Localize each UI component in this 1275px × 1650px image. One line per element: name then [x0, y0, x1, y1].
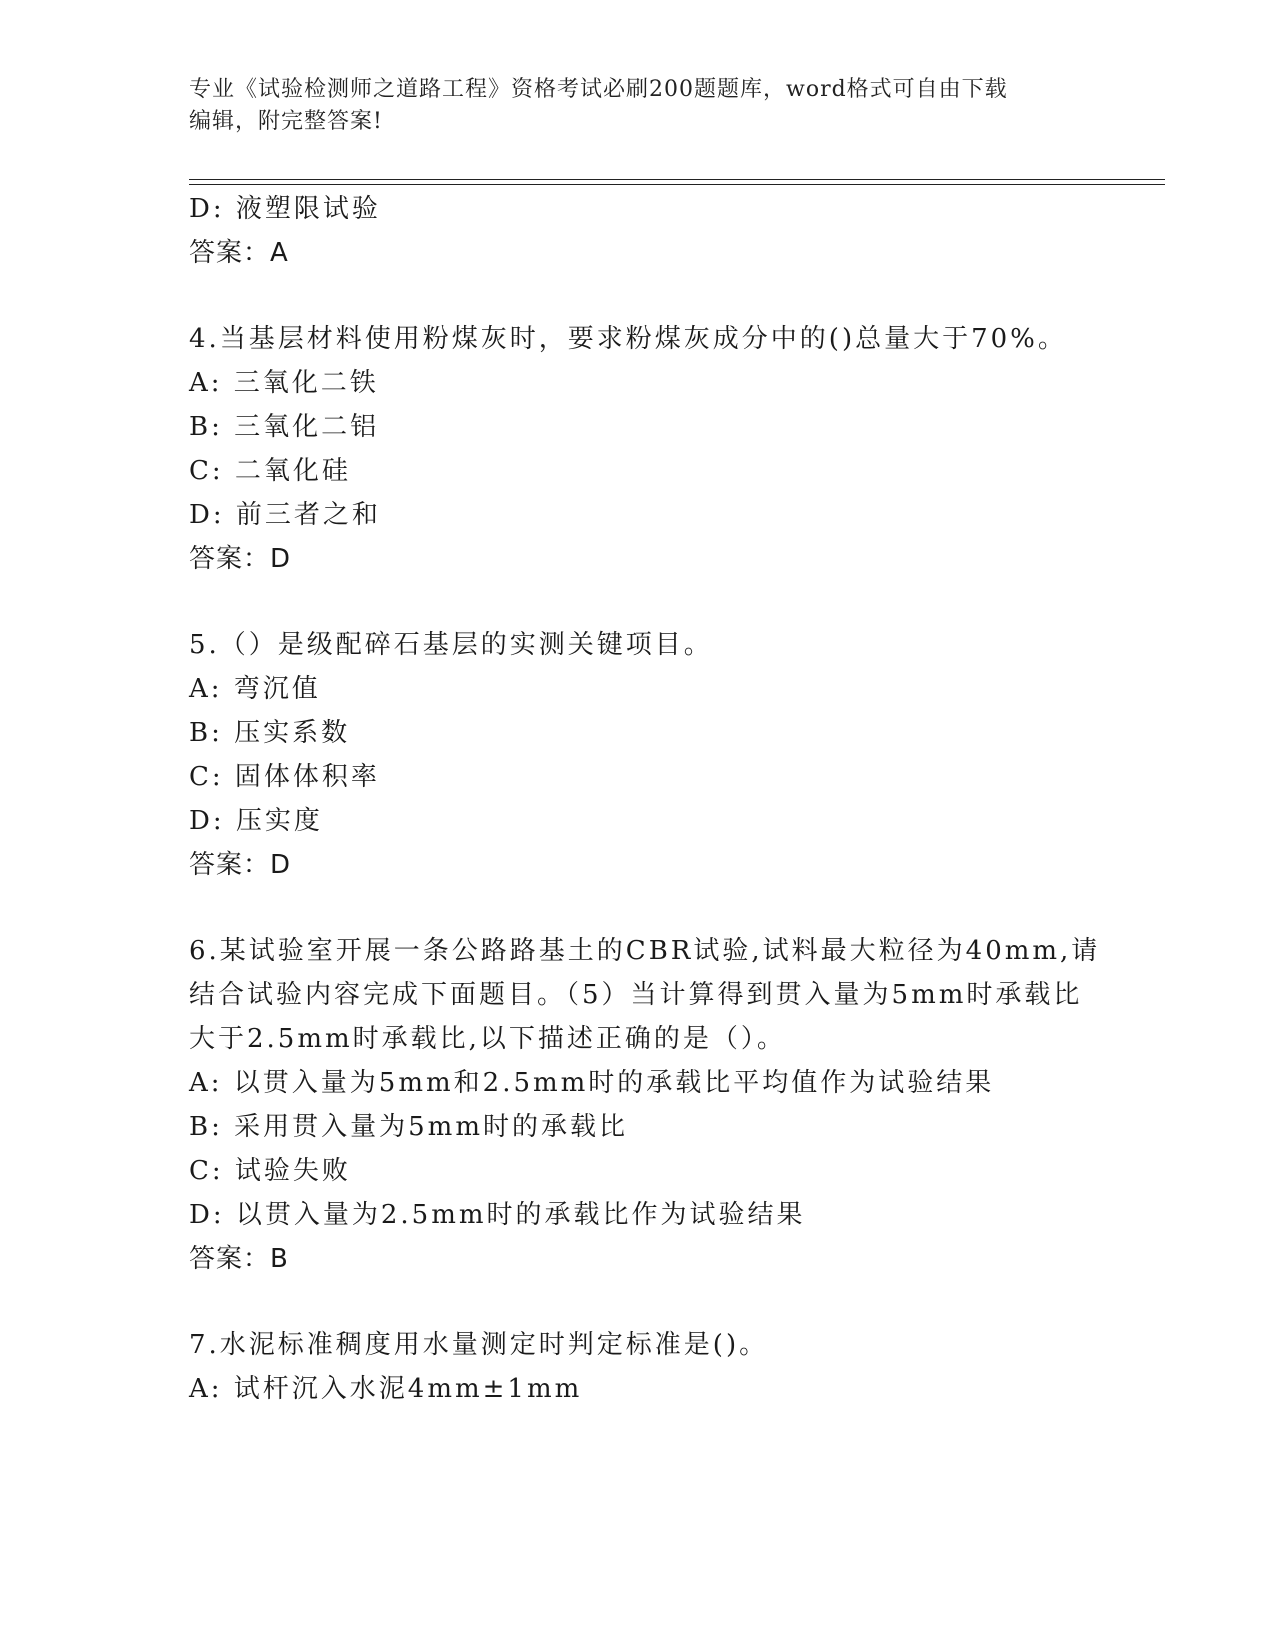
option-line: B: 采用贯入量为5mm时的承载比: [189, 1112, 628, 1142]
question-line: 7.水泥标准稠度用水量测定时判定标准是()。: [189, 1330, 769, 1360]
option-line: C: 二氧化硅: [189, 456, 351, 486]
option-line: D: 前三者之和: [189, 500, 381, 530]
header-line-1: 专业《试验检测师之道路工程》资格考试必刷200题题库，word格式可自由下载: [189, 77, 1008, 102]
answer-line: 答案：D: [189, 544, 292, 574]
option-line: B: 压实系数: [189, 718, 351, 748]
option-line: D: 以贯入量为2.5mm时的承载比作为试验结果: [189, 1200, 806, 1230]
answer-line: 答案：A: [189, 238, 289, 268]
option-line: A: 以贯入量为5mm和2.5mm时的承载比平均值作为试验结果: [189, 1068, 995, 1098]
question-line: 大于2.5mm时承载比,以下描述正确的是（）。: [189, 1024, 786, 1054]
document-header: [189, 74, 1089, 138]
question-line: 4.当基层材料使用粉煤灰时，要求粉煤灰成分中的()总量大于70%。: [189, 324, 1067, 354]
option-line: C: 试验失败: [189, 1156, 351, 1186]
answer-line: 答案：B: [189, 1244, 289, 1274]
option-line: B: 三氧化二铝: [189, 412, 380, 442]
option-line: C: 固体体积率: [189, 762, 380, 792]
question-line: 6.某试验室开展一条公路路基土的CBR试验,试料最大粒径为40mm,请: [189, 936, 1101, 966]
question-line: 结合试验内容完成下面题目。（5）当计算得到贯入量为5mm时承载比: [189, 980, 1083, 1010]
question-line: 5.（）是级配碎石基层的实测关键项目。: [189, 630, 713, 660]
option-line: A: 三氧化二铁: [189, 368, 379, 398]
option-line: A: 试杆沉入水泥4mm±1mm: [189, 1374, 583, 1404]
answer-line: 答案：D: [189, 850, 292, 880]
header-rule-bottom: [189, 184, 1165, 185]
option-line: D: 压实度: [189, 806, 323, 836]
option-line: A: 弯沉值: [189, 674, 321, 704]
option-line: D: 液塑限试验: [189, 194, 381, 224]
header-line-2: 编辑，附完整答案!: [189, 109, 383, 134]
header-rule-top: [189, 179, 1165, 180]
